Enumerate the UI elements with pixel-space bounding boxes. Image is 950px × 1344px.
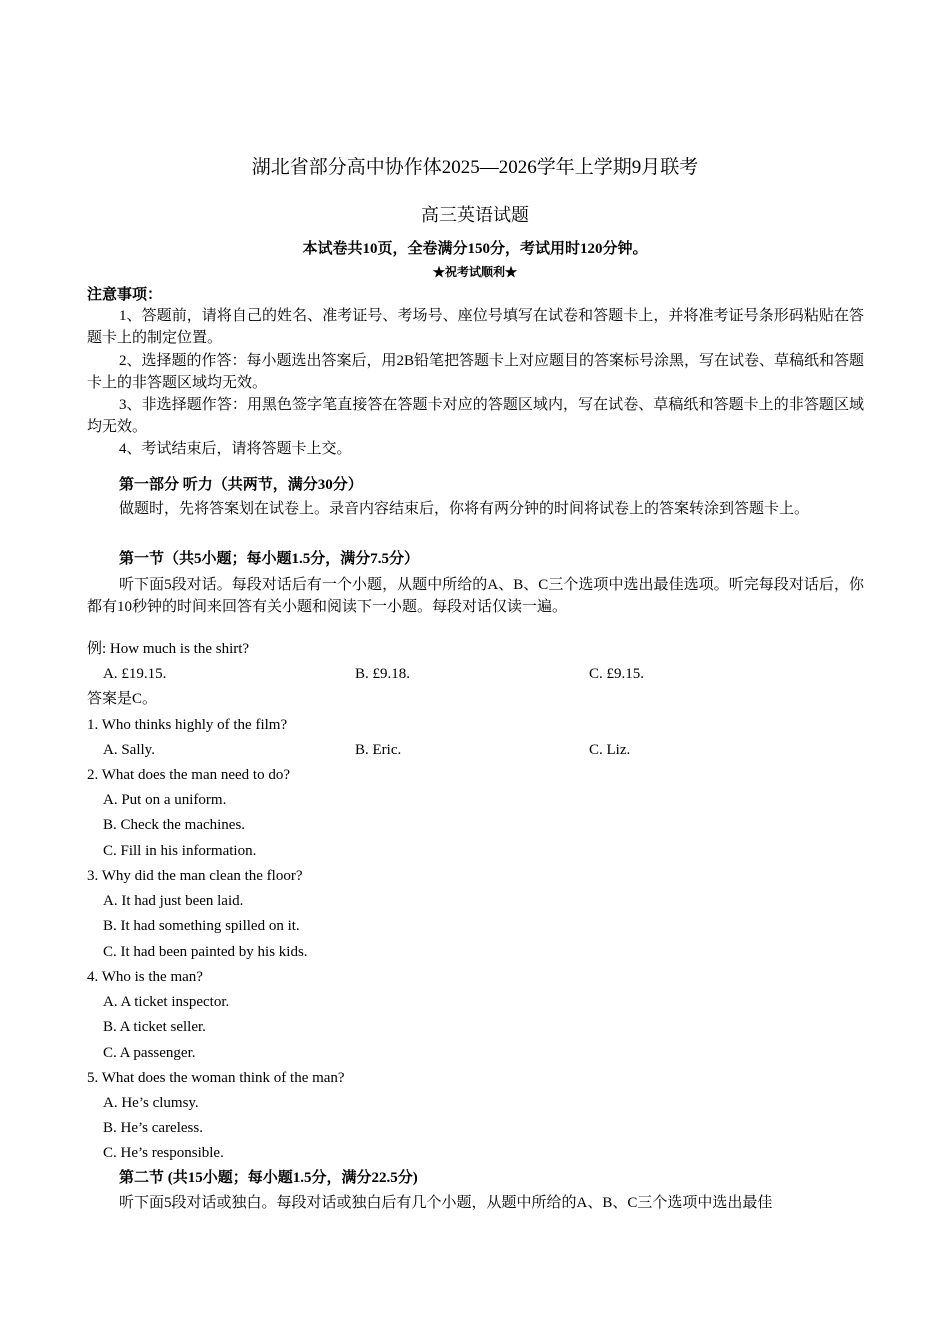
question-3: 3. Why did the man clean the floor? [87, 868, 303, 884]
part1-intro: 做题时，先将答案划在试卷上。录音内容结束后，你将有两分钟的时间将试卷上的答案转涂到答题卡上。 [119, 501, 810, 517]
q5-option-b: B. He’s careless. [103, 1120, 203, 1136]
example-option-a: A. £19.15. [103, 666, 167, 682]
q5-option-c: C. He’s responsible. [103, 1145, 224, 1161]
section1-instructions: 听下面5段对话。每段对话后有一个小题，从题中所给的A、B、C三个选项中选出最佳选项。听完每段对话后，你都有10秒钟的时间来回答有关小题和阅读下一小题。每段对话仅读一遍。 [87, 577, 864, 615]
section2-heading: 第二节 (共15小题；每小题1.5分，满分22.5分) [119, 1170, 418, 1186]
note-item-1: 1、答题前，请将自己的姓名、准考证号、考场号、座位号填写在试卷和答题卡上，并将准考证号条形码粘贴在答题卡上的制定位置。 [87, 308, 864, 346]
exam-info: 本试卷共10页，全卷满分150分，考试用时120分钟。 [302, 241, 648, 257]
exam-title: 湖北省部分高中协作体2025—2026学年上学期9月联考 [251, 157, 699, 178]
q1-option-a: A. Sally. [103, 742, 155, 758]
q1-option-b: B. Eric. [355, 742, 402, 758]
q2-option-c: C. Fill in his information. [103, 843, 257, 859]
q4-option-c: C. A passenger. [103, 1045, 196, 1061]
q2-option-a: A. Put on a uniform. [103, 792, 227, 808]
q3-option-a: A. It had just been laid. [103, 893, 244, 909]
q3-option-c: C. It had been painted by his kids. [103, 944, 308, 960]
notes-heading: 注意事项： [87, 287, 163, 303]
q5-option-a: A. He’s clumsy. [103, 1095, 199, 1111]
note-item-2: 2、选择题的作答：每小题选出答案后，用2B铅笔把答题卡上对应题目的答案标号涂黑，写在试卷、草稿纸和答题卡上的非答题区域均无效。 [87, 353, 865, 391]
exam-subtitle: 高三英语试题 [421, 205, 529, 225]
example-option-b: B. £9.18. [355, 666, 411, 682]
q4-option-b: B. A ticket seller. [103, 1019, 206, 1035]
question-4: 4. Who is the man? [87, 969, 203, 985]
question-2: 2. What does the man need to do? [87, 767, 290, 783]
example-question: 例: How much is the shirt? [87, 641, 250, 657]
q1-option-c: C. Liz. [589, 742, 631, 758]
motto: ★祝考试顺利★ [432, 265, 517, 279]
q2-option-b: B. Check the machines. [103, 817, 246, 833]
section2-instructions: 听下面5段对话或独白。每段对话或独白后有几个小题，从题中所给的A、B、C三个选项中选出最佳 [119, 1195, 773, 1211]
question-5: 5. What does the woman think of the man? [87, 1070, 345, 1086]
example-option-c: C. £9.15. [589, 666, 645, 682]
section1-heading: 第一节（共5小题；每小题1.5分，满分7.5分） [119, 551, 420, 567]
q4-option-a: A. A ticket inspector. [103, 994, 230, 1010]
note-item-3: 3、非选择题作答：用黑色签字笔直接答在答题卡对应的答题区域内，写在试卷、草稿纸和答题卡上的非答题区域均无效。 [87, 397, 864, 435]
example-answer: 答案是C。 [87, 691, 158, 707]
question-1: 1. Who thinks highly of the film? [87, 717, 288, 733]
part1-heading: 第一部分 听力（共两节，满分30分） [119, 477, 363, 493]
note-item-4: 4、考试结束后，请将答题卡上交。 [119, 441, 352, 457]
q3-option-b: B. It had something spilled on it. [103, 918, 300, 934]
